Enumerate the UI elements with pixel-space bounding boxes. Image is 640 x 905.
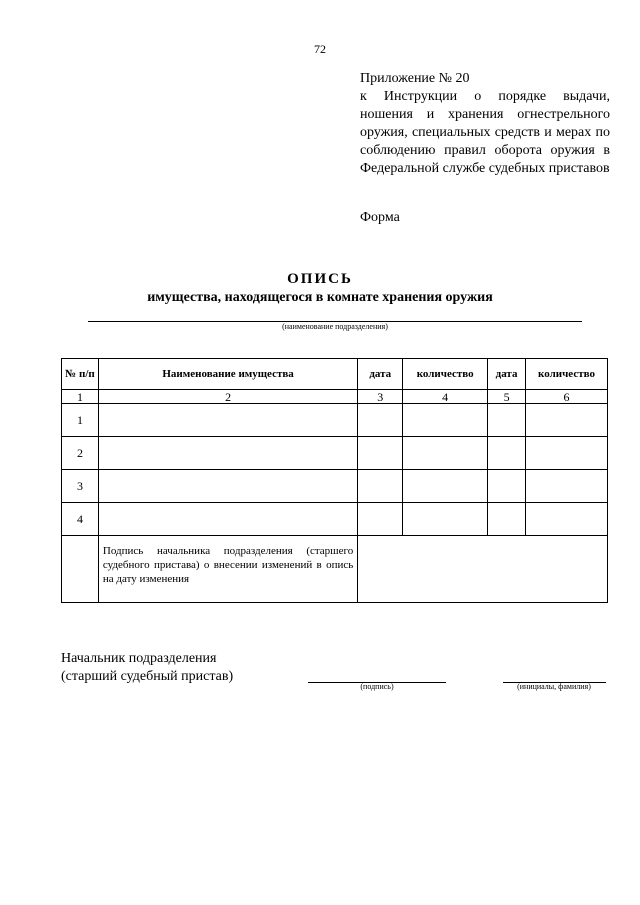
table-header-row [62, 359, 608, 390]
column-number: 5 [488, 390, 526, 404]
item-name-cell [98, 437, 357, 470]
form-label: Форма [360, 210, 400, 225]
chief-label-line2: (старший судебный пристав) [61, 669, 234, 684]
table-row [62, 437, 608, 470]
column-number: 4 [403, 390, 488, 404]
inventory-table [61, 358, 608, 603]
date-cell [358, 470, 403, 503]
document-subtitle: имущества, находящегося в комнате хранения оружия [147, 290, 493, 305]
table-row [62, 470, 608, 503]
row-number: 3 [62, 470, 99, 503]
item-name-cell [98, 503, 357, 536]
date-cell [488, 470, 526, 503]
date-cell [358, 404, 403, 437]
header-date-2: дата [488, 359, 526, 390]
column-number: 3 [358, 390, 403, 404]
document-title: ОПИСЬ [287, 271, 353, 287]
row-number: 4 [62, 503, 99, 536]
signature-caption: (подпись) [360, 682, 394, 691]
quantity-cell [526, 404, 608, 437]
column-number: 6 [526, 390, 608, 404]
column-number: 2 [98, 390, 357, 404]
header-number: № п/п [62, 359, 99, 390]
appendix-title: Приложение № 20 [360, 71, 470, 86]
header-date-1: дата [358, 359, 403, 390]
column-number: 1 [62, 390, 99, 404]
quantity-cell [403, 503, 488, 536]
date-cell [488, 437, 526, 470]
quantity-cell [526, 470, 608, 503]
signature-row-empty-cell [62, 536, 99, 603]
date-cell [488, 503, 526, 536]
signature-row-text: Подпись начальника подразделения (старшего судебного пристава) о внесении изменений в опись на дату изменения [98, 536, 357, 603]
unit-name-caption: (наименование подразделения) [282, 322, 388, 331]
quantity-cell [526, 503, 608, 536]
quantity-cell [403, 470, 488, 503]
quantity-cell [403, 437, 488, 470]
header-quantity-1: количество [403, 359, 488, 390]
date-cell [488, 404, 526, 437]
quantity-cell [526, 437, 608, 470]
row-number: 2 [62, 437, 99, 470]
signature-row-field [358, 536, 608, 603]
date-cell [358, 437, 403, 470]
header-item-name: Наименование имущества [98, 359, 357, 390]
chief-label-line1: Начальник подразделения [61, 651, 217, 666]
table-row [62, 503, 608, 536]
date-cell [358, 503, 403, 536]
table-row [62, 404, 608, 437]
page-number: 72 [314, 42, 326, 56]
chief-label [61, 650, 233, 686]
appendix-text: к Инструкции о порядке выдачи, ношения и хранения огнестрельного оружия, специальных средств и мерах по соблюдению правил оборота оружия в Федеральной службе судебных приставов [360, 89, 610, 176]
appendix-block [360, 70, 610, 178]
signature-row [62, 536, 608, 603]
quantity-cell [403, 404, 488, 437]
header-quantity-2: количество [526, 359, 608, 390]
column-numbers-row [62, 390, 608, 404]
item-name-cell [98, 404, 357, 437]
item-name-cell [98, 470, 357, 503]
name-caption: (инициалы, фамилия) [517, 682, 591, 691]
row-number: 1 [62, 404, 99, 437]
